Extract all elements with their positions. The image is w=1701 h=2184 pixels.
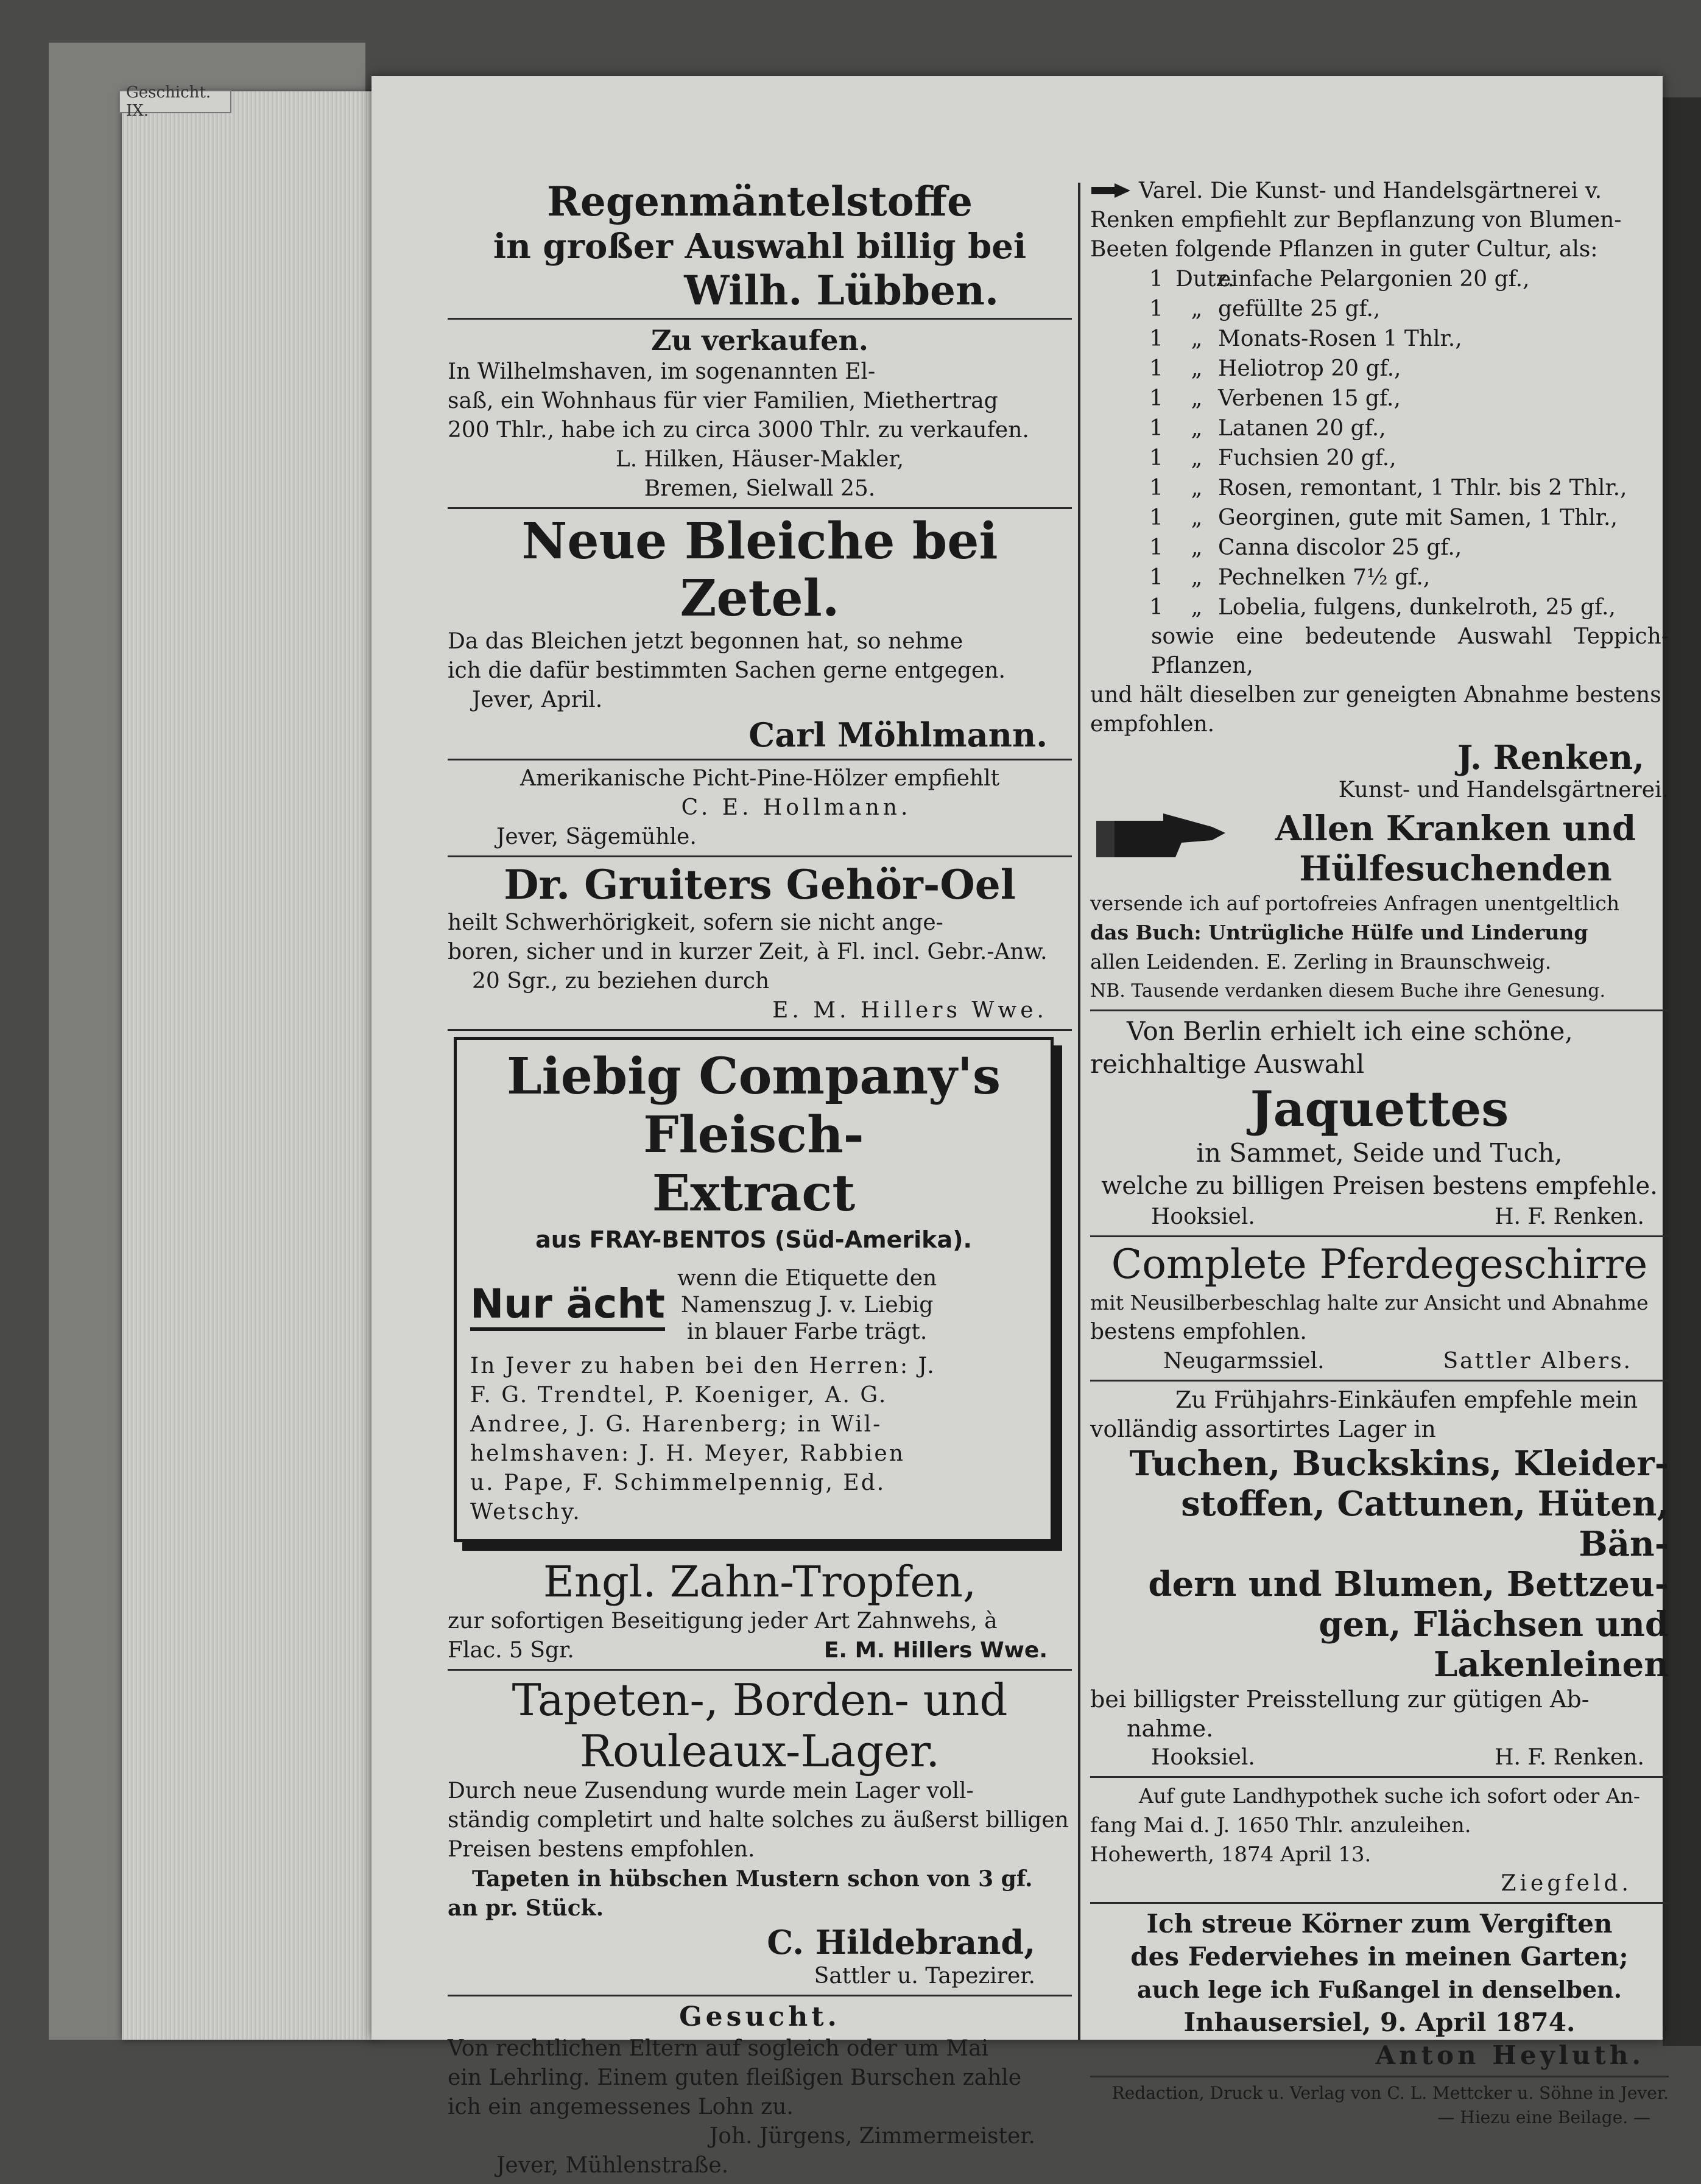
ad-title: Regenmäntelstoffe [547,178,973,225]
plant-qty: 1 [1149,595,1163,620]
ad-landhypothek [1090,1782,1669,1898]
ad-place: Jever, Mühlenstraße. [496,2153,729,2178]
plant-desc: Monats-Rosen 1 Thlr., [1218,326,1462,351]
plant-unit: „ [1191,297,1203,321]
ad-text-line: nahme. [1127,1715,1214,1742]
ad-zahn-tropfen [448,1557,1072,1665]
ad-text-line: heilt Schwerhörigkeit, sofern sie nicht ange- [448,910,943,935]
ad-text-line: bei billigster Preisstellung zur gütigen Ab- [1090,1686,1590,1713]
ad-text-line: Andree, J. G. Harenberg; in Wil- [470,1412,882,1437]
ad-text-line: empfohlen. [1090,712,1215,737]
right-column [1090,177,1669,2130]
ad-place: Jever, April. [472,687,603,712]
spine-label: Geschicht. IX. [119,90,231,113]
plant-unit: „ [1191,505,1203,530]
ad-text-line: volländig assortirtes Lager in [1090,1416,1436,1442]
plant-row [1090,294,1669,324]
plant-qty: 1 [1149,326,1163,351]
ad-price: Flac. 5 Sgr. [448,1638,574,1663]
ad-title-2: Extract [652,1164,856,1223]
plant-row [1090,533,1669,563]
ad-text-line: wenn die Etiquette den [677,1266,937,1291]
ad-footer-line [1090,1203,1669,1232]
divider [448,1029,1072,1031]
plant-desc: Latanen 20 gf., [1218,416,1386,441]
divider [1090,1380,1669,1382]
ad-jaquettes [1090,1015,1669,1232]
ad-title-block [1242,809,1669,889]
authenticity-row [470,1265,1037,1346]
ad-title: Dr. Gruiters Gehör-Oel [504,861,1016,908]
ad-fruehjahrs-einkaeufe [1090,1385,1669,1772]
plant-qty: 1 [1149,267,1163,292]
ad-signer: E. M. Hillers Wwe. [772,998,1048,1023]
ad-text-line: Ich streue Körner zum Vergiften [1146,1909,1613,1939]
plant-unit: „ [1191,446,1203,471]
ad-footer-line [1090,1743,1669,1772]
divider [1090,1009,1669,1011]
plant-unit: „ [1191,476,1203,500]
left-column [448,177,1072,2184]
plant-unit: Dutz. [1175,267,1234,292]
ad-text-line: an pr. Stück. [448,1895,604,1921]
divider [448,507,1072,509]
ad-text-line: Von rechtlichen Eltern auf sogleich oder um Mai [448,2036,989,2061]
ad-text-line: und hält dieselben zur geneigten Abnahme bestens [1090,683,1661,708]
plant-row [1090,503,1669,533]
divider [448,759,1072,760]
ad-text-line: Zu Frühjahrs-Einkäufen empfehle mein [1175,1386,1638,1413]
ad-text-line: Tapeten in hübschen Mustern schon von 3 gf. [472,1866,1033,1892]
ad-title: Allen Kranken und [1275,809,1636,849]
ad-text-line: das Buch: Untrügliche Hülfe und Linderung [1090,921,1588,944]
plant-row [1090,384,1669,413]
plant-row [1090,354,1669,384]
plant-qty: 1 [1149,416,1163,441]
ad-allen-kranken [1090,809,1669,1006]
plant-row [1090,324,1669,354]
plant-unit: „ [1191,535,1203,560]
ad-intro-text: Varel. Die Kunst- und Handelsgärtnerei v. [1139,178,1602,203]
ad-text-line: In Jever zu haben bei den Herren: J. [470,1354,936,1378]
ad-signer: E. M. Hillers Wwe. [823,1638,1048,1663]
ad-neue-bleiche [448,513,1072,755]
plant-list [1090,264,1669,622]
imprint-footer [1090,2081,1669,2130]
ad-highlight-line: stoffen, Cattunen, Hüten, Bän- [1181,1484,1669,1564]
ad-text-line: helmshaven: J. H. Meyer, Rabbien [470,1441,905,1466]
plant-qty: 1 [1149,535,1163,560]
plant-unit: „ [1191,386,1203,411]
ad-signer: Ziegfeld. [1501,1871,1632,1896]
ad-text-line: auch lege ich Fußangel in denselben. [1136,1976,1622,2003]
divider [1090,1235,1669,1237]
ad-text-line: ich die dafür bestimmten Sachen gerne entgegen. [448,658,1005,683]
ad-signer: Joh. Jürgens, Zimmermeister. [709,2124,1035,2149]
ad-zu-verkaufen [448,323,1072,504]
ad-text-line: saß, ein Wohnhaus für vier Familien, Miethertrag [448,388,998,413]
ad-signer: Carl Möhlmann. [748,715,1048,754]
ad-text-line: F. G. Trendtel, P. Koeniger, A. G. [470,1383,888,1408]
ad-place: Hooksiel. [1151,1204,1255,1229]
ad-price-line [448,1636,1072,1665]
supplement-note: — Hiezu eine Beilage. — [1437,2107,1650,2127]
ad-text-line: reichhaltige Auswahl [1090,1049,1365,1079]
ad-text-line: Von Berlin erhielt ich eine schöne, [1127,1016,1573,1046]
plant-unit: „ [1191,356,1203,381]
ad-title: Tapeten-, Borden- und [512,1674,1008,1726]
ad-liebig-extract [454,1037,1054,1542]
divider [448,1995,1072,1996]
pointing-hand-icon [1090,809,1230,869]
plant-desc: Verbenen 15 gf., [1218,386,1401,411]
ad-signer-title: Kunst- und Handelsgärtnerei. [1338,778,1669,802]
ad-text-line: mit Neusilberbeschlag halte zur Ansicht und Abnahme [1090,1291,1649,1315]
ad-place: Bremen, Sielwall 25. [644,476,876,501]
ad-title-2: Rouleaux-Lager. [579,1726,940,1777]
plant-row [1090,413,1669,443]
ad-signer: C. E. Hollmann. [681,795,912,820]
ad-pferdegeschirre [1090,1241,1669,1376]
plant-desc: Lobelia, fulgens, dunkelroth, 25 gf., [1218,595,1616,620]
ad-text-line: 20 Sgr., zu beziehen durch [472,969,770,994]
ad-signer-title: Sattler u. Tapezirer. [814,1964,1035,1989]
ad-title: Gesucht. [679,2001,840,2032]
ad-text-line: Da das Bleichen jetzt begonnen hat, so nehme [448,629,963,654]
ad-text-line: 200 Thlr., habe ich zu circa 3000 Thlr. zu verkaufen. [448,418,1029,443]
ad-highlight-line: Tuchen, Buckskins, Kleider- [1129,1444,1669,1484]
ad-text-line: zur sofortigen Beseitigung jeder Art Zahnwehs, à [448,1609,998,1634]
ad-title: Jaquettes [1250,1080,1509,1137]
ad-place: Jever, Sägemühle. [496,824,697,849]
plant-unit: „ [1191,595,1203,620]
ad-text-line: u. Pape, F. Schimmelpennig, Ed. [470,1470,886,1495]
ad-signer: L. Hilken, Häuser-Makler, [615,447,904,472]
book-page-stack [122,91,378,2040]
ad-text-line: Preisen bestens empfohlen. [448,1837,755,1862]
ad-text-line: ständig completirt und halte solches zu äußerst billigen [448,1808,1069,1833]
ad-tapeten [448,1674,1072,1991]
ad-highlight-line: gen, Flächsen und Lakenleinen [1319,1604,1669,1685]
plant-row [1090,264,1669,294]
ad-header [1090,809,1669,889]
plant-desc: Fuchsien 20 gf., [1218,446,1396,471]
plant-desc: einfache Pelargonien 20 gf., [1218,267,1530,292]
ad-place: Neugarmssiel. [1163,1349,1325,1374]
ad-text-line: NB. Tausende verdanken diesem Buche ihre Genesung. [1090,980,1606,1002]
ad-renken-plants [1090,177,1669,805]
divider [1090,1776,1669,1778]
ad-text-line: ein Lehrling. Einem guten fleißigen Burschen zahle [448,2065,1022,2090]
plant-unit: „ [1191,326,1203,351]
plant-desc: Heliotrop 20 gf., [1218,356,1401,381]
authenticity-text [677,1265,937,1346]
plant-row [1090,443,1669,473]
divider [448,1669,1072,1671]
ad-title: Engl. Zahn-Tropfen, [543,1557,977,1607]
column-divider [1078,183,1080,2040]
ad-title: Zu verkaufen. [651,324,868,357]
ad-highlight-line: dern und Blumen, Bettzeu- [1148,1564,1669,1604]
plant-row [1090,473,1669,503]
ad-text-line: bestens empfohlen. [1090,1319,1307,1344]
plant-desc: Pechnelken 7½ gf., [1218,565,1431,590]
ad-text-line: boren, sicher und in kurzer Zeit, à Fl. incl. Gebr.-Anw. [448,939,1048,964]
plant-qty: 1 [1149,505,1163,530]
ad-text-line [1090,177,1669,206]
plant-qty: 1 [1149,297,1163,321]
ad-gehoer-oel [448,861,1072,1025]
ad-signer: Wilh. Lübben. [684,267,999,314]
ad-footer-line [1090,1347,1669,1376]
ad-text-line: Inhausersiel, 9. April 1874. [1183,2007,1576,2037]
ad-text-line: welche zu billigen Preisen bestens empfehle. [1101,1172,1658,1200]
ad-text-line: Auf gute Landhypothek suche ich sofort oder An- [1139,1784,1640,1808]
ad-title: Neue Bleiche bei Zetel. [521,512,998,628]
ad-text-line: Beeten folgende Pflanzen in guter Cultur, als: [1090,237,1598,262]
ad-place: Hooksiel. [1151,1745,1255,1770]
ad-signer: C. Hildebrand, [767,1923,1035,1962]
ad-title: Liebig Company's Fleisch- [506,1047,1001,1164]
ad-hollmann [448,764,1072,852]
ad-text-line: Namenszug J. v. Liebig [680,1293,934,1318]
plant-unit: „ [1191,565,1203,590]
ad-text-line: in Sammet, Seide und Tuch, [1196,1138,1563,1168]
plant-desc: Canna discolor 25 gf., [1218,535,1462,560]
plant-row [1090,563,1669,592]
ad-text-line: Hohewerth, 1874 April 13. [1090,1842,1372,1867]
ad-signer: Anton Heyluth. [1375,2040,1644,2070]
ad-text-line: In Wilhelmshaven, im sogenannten El- [448,359,876,384]
ad-text-line: Amerikanische Picht-Pine-Hölzer empfiehlt [519,766,1000,791]
ad-signer: H. F. Renken. [1495,1204,1644,1229]
divider [448,855,1072,857]
plant-qty: 1 [1149,565,1163,590]
ad-text-line: Renken empfiehlt zur Bepflanzung von Blumen- [1090,208,1622,233]
ad-subtitle: aus FRAY-BENTOS (Süd-Amerika). [535,1226,972,1253]
plant-qty: 1 [1149,446,1163,471]
ad-title-2: Hülfesuchenden [1299,849,1612,889]
ad-title: Complete Pferdegeschirre [1111,1241,1648,1288]
ad-text-line: sowie eine bedeutende Auswahl Teppich-Pflanzen, [1151,624,1669,678]
divider [1090,1902,1669,1904]
plant-qty: 1 [1149,356,1163,381]
plant-desc: Rosen, remontant, 1 Thlr. bis 2 Thlr., [1218,476,1627,500]
ad-signer: Sattler Albers. [1443,1349,1632,1374]
plant-qty: 1 [1149,476,1163,500]
ad-text-line: Durch neue Zusendung wurde mein Lager voll- [448,1778,974,1803]
ad-signer: J. Renken, [1457,738,1644,777]
ad-text-line: fang Mai d. J. 1650 Thlr. anzuleihen. [1090,1813,1471,1838]
plant-row [1090,592,1669,622]
plant-qty: 1 [1149,386,1163,411]
plant-desc: gefüllte 25 gf., [1218,297,1381,321]
ad-text-line: ich ein angemessenes Lohn zu. [448,2094,794,2119]
plant-desc: Georginen, gute mit Samen, 1 Thlr., [1218,505,1618,530]
ad-regenmaentelstoffe [448,177,1072,314]
ad-text-line: Wetschy. [470,1500,582,1525]
ad-text-line: versende ich auf portofreies Anfragen unentgeltlich [1090,891,1620,915]
imprint-line: Redaction, Druck u. Verlag von C. L. Mettcker u. Söhne in Jever. [1111,2083,1669,2103]
ad-text: in großer Auswahl billig bei [493,226,1027,267]
pointing-hand-icon [1090,182,1133,203]
ad-gesucht [448,2000,1072,2180]
ad-text-line: in blauer Farbe trägt. [686,1319,928,1344]
nur-aecht-label: Nur ächt [470,1280,665,1331]
ad-text-line: allen Leidenden. E. Zerling in Braunschweig. [1090,950,1552,974]
divider [1090,2076,1669,2077]
ad-signer: H. F. Renken. [1495,1745,1644,1770]
ad-koerner-warnung [1090,1908,1669,2072]
ad-text-line: des Federviehes in meinen Garten; [1130,1942,1629,1972]
plant-unit: „ [1191,416,1203,441]
divider [448,318,1072,320]
